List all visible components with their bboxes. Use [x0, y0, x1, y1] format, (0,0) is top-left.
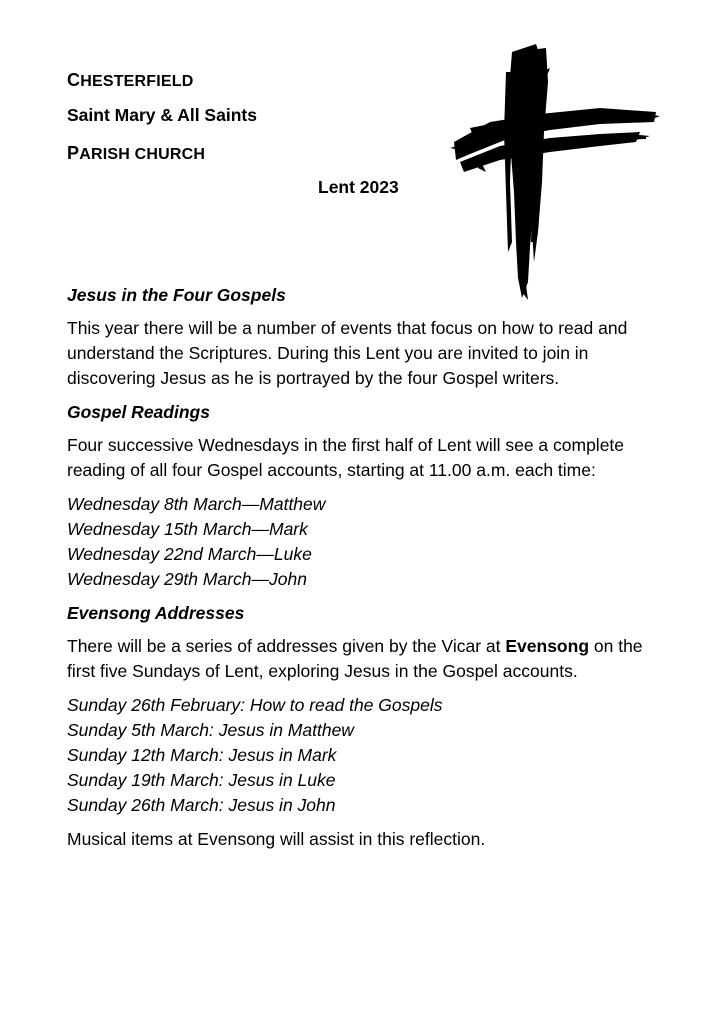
reading-schedule-list: [67, 492, 667, 592]
season-title: Lent 2023: [318, 177, 399, 197]
section-paragraph: Four successive Wednesdays in the first half of Lent will see a complete reading of all four Gospel accounts, starting at 11.00 a.m. each time:: [67, 435, 625, 480]
document-body: [67, 283, 667, 861]
section-paragraph: This year there will be a number of events that focus on how to read and understand the Scriptures. During this Lent you are invited to join in discovering Jesus as he is portrayed by the four Gospel writers.: [67, 318, 628, 388]
list-item: Sunday 19th March: Jesus in Luke: [67, 770, 336, 790]
section-paragraph: [67, 634, 667, 684]
paragraph-text: There will be a series of addresses given by the Vicar at: [67, 636, 506, 656]
address-schedule-list: [67, 693, 667, 818]
closing-paragraph: Musical items at Evensong will assist in this reflection.: [67, 829, 486, 849]
list-item: Sunday 5th March: Jesus in Matthew: [67, 720, 354, 740]
list-item: Wednesday 8th March—Matthew: [67, 494, 326, 514]
list-item: Wednesday 29th March—John: [67, 569, 307, 589]
list-item: Wednesday 22nd March—Luke: [67, 544, 312, 564]
church-name-line: Saint Mary & All Saints: [67, 105, 257, 125]
list-item: Sunday 26th February: How to read the Gospels: [67, 695, 443, 715]
list-item: Sunday 12th March: Jesus in Mark: [67, 745, 337, 765]
paragraph-text: on the first five Sundays of Lent, exploring Jesus in the Gospel accounts.: [67, 636, 643, 681]
section-heading: Gospel Readings: [67, 402, 210, 422]
list-item: Wednesday 15th March—Mark: [67, 519, 308, 539]
paragraph-bold-text: Evensong: [505, 636, 590, 656]
cross-icon: [450, 42, 660, 300]
section-heading: Evensong Addresses: [67, 603, 245, 623]
list-item: Sunday 26th March: Jesus in John: [67, 795, 336, 815]
parish-name-line: CHESTERFIELD: [67, 70, 194, 90]
section-heading: Jesus in the Four Gospels: [67, 285, 286, 305]
parish-church-line: PARISH CHURCH: [67, 143, 206, 163]
